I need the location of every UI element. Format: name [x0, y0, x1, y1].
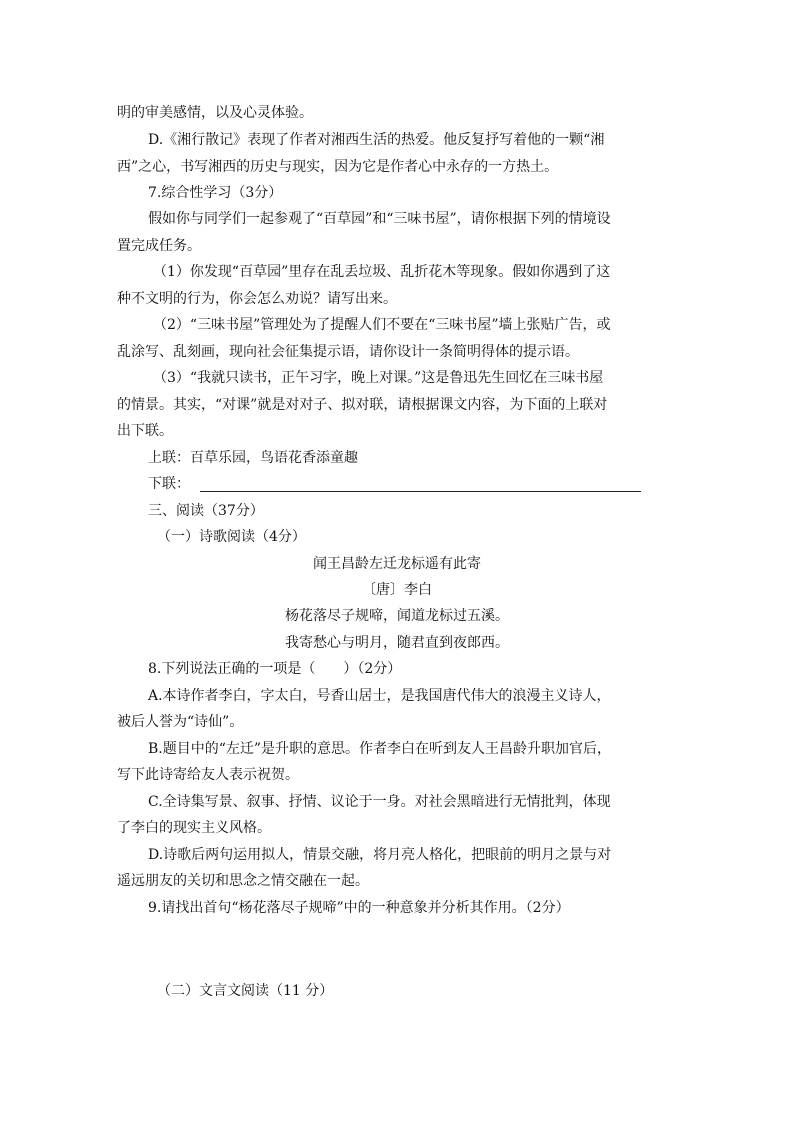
question-8-option-b-line2: 写下此诗寄给友人表示祝贺。: [117, 767, 299, 783]
question-8-option-a-line1: A.本诗作者李白，字太白，号香山居士，是我国唐代伟大的浪漫主义诗人，: [148, 688, 611, 704]
question-7-3-line3: 出下联。: [117, 423, 173, 439]
option-d-continuation: 明的审美感情，以及心灵体验。: [117, 105, 313, 121]
question-7-2-line2: 乱涂写、乱刻画，现向社会征集提示语，请你设计一条简明得体的提示语。: [117, 344, 579, 360]
question-7-1-line1: （1）你发现“百草园”里存在乱丢垃圾、乱折花木等现象。假如你遇到了这: [153, 264, 611, 280]
question-8-option-b-line1: B.题目中的“左迁”是升职的意思。作者李白在听到友人王昌龄升职加官后，: [148, 741, 612, 757]
poem-section-title: （一）诗歌阅读（4分）: [157, 529, 306, 545]
question-8-title: 8.下列说法正确的一项是（ ）（2分）: [148, 661, 402, 677]
question-8-option-d-line1: D.诗歌后两句运用拟人，情景交融，将月亮人格化，把眼前的明月之景与对: [148, 847, 612, 863]
question-8-option-c-line1: C.全诗集写景、叙事、抒情、议论于一身。对社会黑暗进行无情批判，体现: [148, 794, 611, 810]
poem-line-1: 杨花落尽子规啼，闻道龙标过五溪。: [285, 608, 509, 624]
poem-title: 闻王昌龄左迁龙标遥有此寄: [313, 556, 481, 572]
upper-couplet: 上联：百草乐园，鸟语花香添童趣: [148, 450, 358, 466]
question-7-intro-line2: 置完成任务。: [117, 238, 201, 254]
question-7-3-line1: （3）“我就只读书，正午习字，晚上对课。”这是鲁迅先生回忆在三味书屋: [153, 370, 604, 386]
question-7-3-line2: 的情景。其实，“对课”就是对对子、拟对联，请根据课文内容，为下面的上联对: [117, 397, 608, 413]
lower-couplet-answer-line[interactable]: [200, 491, 641, 492]
question-8-option-a-line2: 被后人誉为“诗仙”。: [117, 714, 244, 730]
question-7-intro-line1: 假如你与同学们一起参观了“百草园”和“三味书屋”，请你根据下列的情境设: [148, 211, 611, 227]
option-d-line2: 西”之心，书写湘西的历史与现实，因为它是作者心中永存的一方热土。: [117, 159, 559, 175]
option-d-line1: D.《湘行散记》表现了作者对湘西生活的热爱。他反复抒写着他的一颗“湘: [148, 132, 605, 148]
poem-line-2: 我寄愁心与明月，随君直到夜郎西。: [285, 635, 509, 651]
question-7-title: 7.综合性学习（3分）: [148, 185, 283, 201]
poem-author: 〔唐〕李白: [362, 582, 432, 598]
question-8-option-d-line2: 遥远朋友的关切和思念之情交融在一起。: [117, 873, 369, 889]
classical-section-title: （二）文言文阅读（11 分）: [157, 983, 334, 999]
section-3-title: 三、阅读（37分）: [148, 503, 264, 519]
question-9-title: 9.请找出首句“杨花落尽子规啼”中的一种意象并分析其作用。（2分）: [148, 900, 570, 916]
question-7-2-line1: （2）“三味书屋”管理处为了提醒人们不要在“三味书屋”墙上张贴广告，或: [153, 317, 611, 333]
question-7-1-line2: 种不文明的行为，你会怎么劝说？请写出来。: [117, 291, 397, 307]
question-8-option-c-line2: 了李白的现实主义风格。: [117, 820, 271, 836]
lower-couplet-label: 下联：: [148, 476, 190, 492]
